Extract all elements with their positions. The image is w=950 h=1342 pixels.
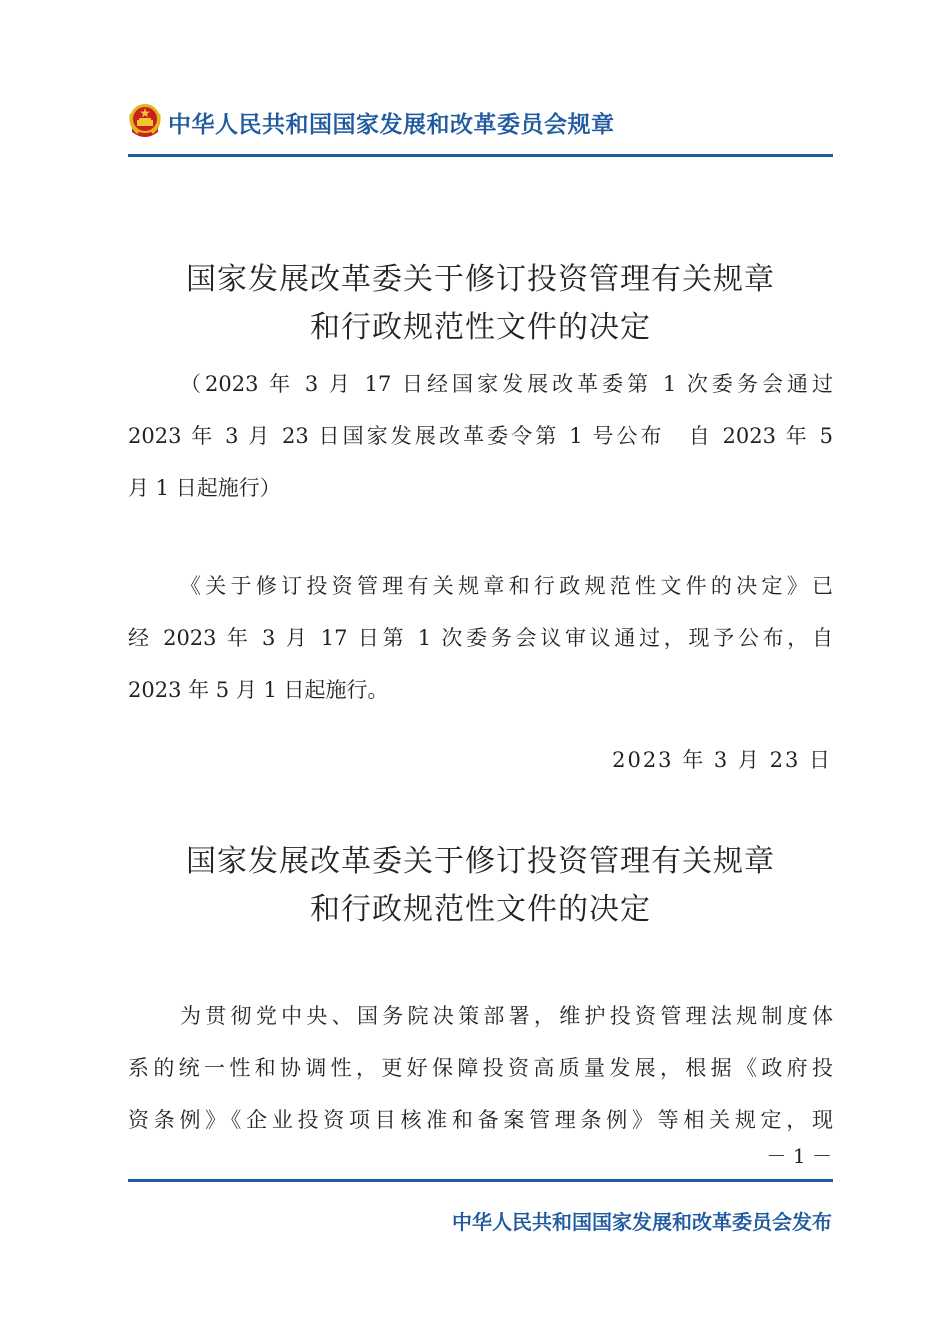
paragraph-line: 2023 年 5 月 1 日起施行。	[128, 678, 389, 702]
title-line: 国家发展改革委关于修订投资管理有关规章	[186, 262, 775, 297]
paragraph-line: 系的统一性和协调性，更好保障投资高质量发展，根据《政府投	[128, 1056, 833, 1080]
national-emblem-icon	[128, 102, 162, 140]
adoption-note	[128, 358, 833, 514]
paragraph-line: 为贯彻党中央、国务院决策部署，维护投资管理法规制度体	[180, 1004, 833, 1028]
note-line: 2023 年 3 月 23 日国家发展改革委令第 1 号公布 自 2023 年 5	[128, 424, 833, 448]
footer-divider	[128, 1179, 833, 1182]
decision-title	[128, 838, 833, 934]
note-line: （2023 年 3 月 17 日经国家发展改革委第 1 次委务会通过	[180, 372, 833, 396]
promulgation-paragraph	[128, 560, 833, 716]
page-number: － 1 －	[766, 1144, 832, 1168]
paragraph-line: 《关于修订投资管理有关规章和行政规范性文件的决定》已	[180, 574, 833, 598]
decision-paragraph	[128, 990, 833, 1146]
title-line: 国家发展改革委关于修订投资管理有关规章	[186, 844, 775, 879]
header-divider	[128, 154, 833, 157]
title-line: 和行政规范性文件的决定	[310, 310, 651, 345]
document-title	[128, 256, 833, 352]
title-line: 和行政规范性文件的决定	[310, 892, 651, 927]
document-header	[128, 100, 833, 144]
paragraph-line: 经 2023 年 3 月 17 日第 1 次委务会议审议通过，现予公布，自	[128, 626, 833, 650]
footer-publisher: 中华人民共和国国家发展和改革委员会发布	[452, 1210, 832, 1234]
note-line: 月 1 日起施行）	[128, 476, 281, 500]
paragraph-line: 资条例》《企业投资项目核准和备案管理条例》等相关规定，现	[128, 1108, 833, 1132]
header-title: 中华人民共和国国家发展和改革委员会规章	[168, 112, 615, 138]
promulgation-date: 2023 年 3 月 23 日	[612, 748, 832, 772]
